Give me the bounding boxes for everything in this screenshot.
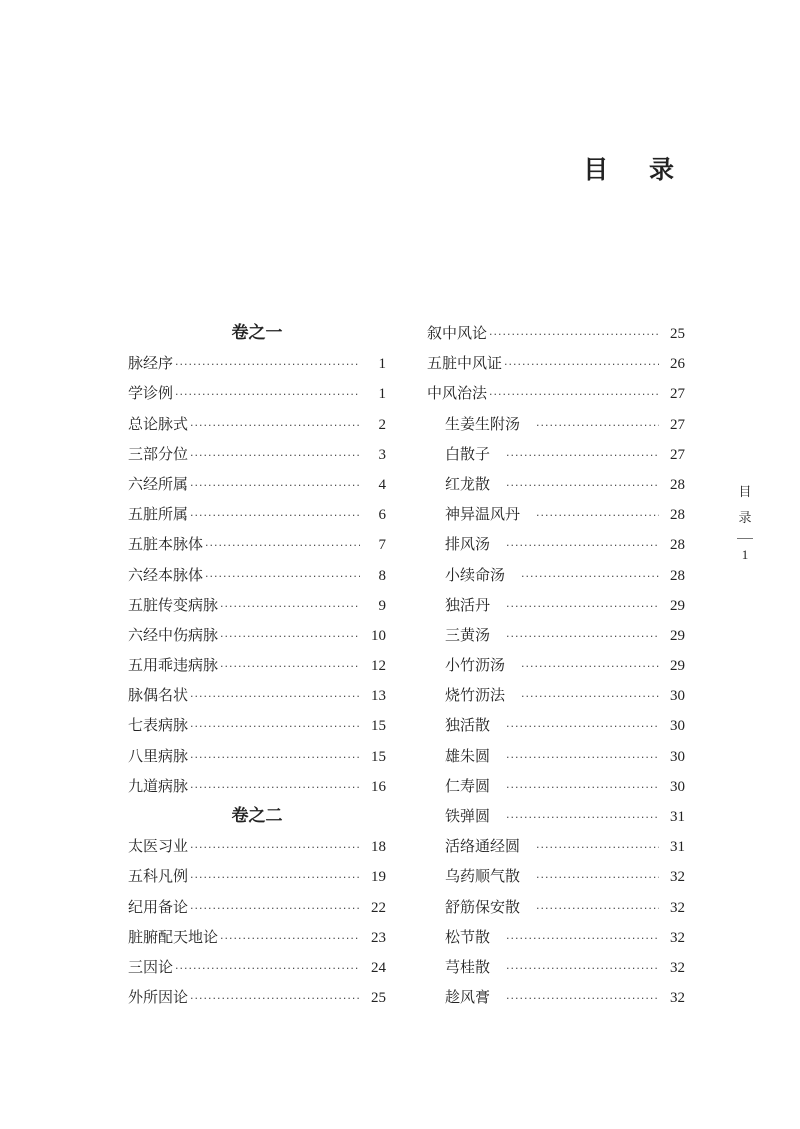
toc-entry-page: 25: [371, 990, 386, 1007]
toc-subentry[interactable]: [427, 620, 685, 650]
toc-entry-page: 28: [670, 537, 685, 554]
dot-leader: [536, 411, 659, 441]
toc-entry-title: 五脏中风证: [427, 354, 503, 373]
toc-entry-title: 五脏所属: [128, 505, 189, 524]
toc-entry-page: 32: [670, 869, 685, 886]
toc-entry-page: 28: [670, 507, 685, 524]
dot-leader: [536, 894, 659, 924]
dot-leader: [506, 712, 659, 742]
side-tab-page-number: 1: [741, 547, 749, 562]
toc-entry-page: 29: [670, 658, 685, 675]
toc-entry[interactable]: [128, 952, 386, 982]
side-tab: [733, 480, 757, 563]
dot-leader: [190, 863, 360, 893]
toc-entry-page: 32: [670, 959, 685, 976]
toc-entry-page: 30: [670, 718, 685, 735]
toc-entry-title: 脉偶名状: [128, 686, 189, 705]
toc-subentry[interactable]: [427, 771, 685, 801]
toc-entry-page: 27: [670, 446, 685, 463]
toc-entry[interactable]: [128, 650, 386, 680]
toc-entry[interactable]: [128, 590, 386, 620]
toc-subentry[interactable]: [427, 469, 685, 499]
toc-entry[interactable]: [128, 831, 386, 861]
toc-entry-title: 小竹沥汤: [445, 656, 506, 675]
volume-heading: 卷之二: [231, 806, 283, 826]
toc-entry-title: 趁风膏: [445, 988, 491, 1007]
dot-leader: [190, 411, 360, 441]
toc-subentry[interactable]: [427, 710, 685, 740]
dot-leader: [506, 471, 659, 501]
dot-leader: [506, 924, 659, 954]
toc-entry-title: 铁弹圆: [445, 807, 491, 825]
toc-entry[interactable]: [128, 469, 386, 499]
dot-leader: [190, 984, 360, 1014]
toc-entry[interactable]: [128, 499, 386, 529]
toc-entry-title: 叙中风论: [427, 324, 488, 342]
toc-entry[interactable]: [128, 560, 386, 590]
toc-entry-page: 29: [670, 627, 685, 644]
toc-entry-page: 27: [670, 416, 685, 433]
toc-entry-title: 总论脉式: [128, 414, 189, 433]
dot-leader: [190, 773, 360, 803]
toc-left-column: [128, 318, 386, 1012]
toc-entry-page: 32: [670, 899, 685, 916]
dot-leader: [175, 350, 360, 380]
toc-entry-title: 五科凡例: [128, 867, 189, 886]
toc-entry-title: 独活丹: [445, 595, 491, 614]
toc-subentry[interactable]: [427, 922, 685, 952]
dot-leader: [506, 622, 659, 652]
toc-entry-page: 30: [670, 688, 685, 705]
dot-leader: [521, 562, 659, 592]
toc-entry-title: 脏腑配天地论: [128, 927, 219, 946]
toc-entry-title: 六经所属: [128, 474, 189, 493]
toc-entry-title: 红龙散: [445, 474, 491, 493]
toc-entry-title: 五用乖违病脉: [128, 656, 219, 675]
toc-entry-title: 外所因论: [128, 988, 189, 1007]
dot-leader: [536, 833, 659, 863]
toc-entry-page: 31: [670, 839, 685, 856]
volume-heading: 卷之一: [231, 323, 283, 343]
toc-entry-title: 太医习业: [128, 837, 189, 856]
toc-entry-title: 雄朱圆: [445, 746, 491, 765]
toc-entry-title: 小续命汤: [445, 565, 506, 584]
toc-subentry[interactable]: [427, 982, 685, 1012]
dot-leader: [506, 984, 659, 1014]
toc-entry-title: 五脏传变病脉: [128, 595, 219, 614]
toc-entry[interactable]: [128, 892, 386, 922]
dot-leader: [190, 894, 360, 924]
toc-entry-page: 30: [670, 748, 685, 765]
toc-entry-title: 神异温风丹: [445, 505, 521, 524]
dot-leader: [175, 954, 360, 984]
dot-leader: [205, 531, 360, 561]
dot-leader: [190, 471, 360, 501]
dot-leader: [220, 924, 360, 954]
toc-entry-title: 学诊例: [128, 384, 174, 403]
toc-entry-title: 烧竹沥法: [445, 686, 506, 705]
toc-entry[interactable]: [427, 378, 685, 408]
toc-entry-page: 7: [378, 537, 386, 554]
toc-entry-page: 27: [670, 386, 685, 403]
dot-leader: [489, 320, 659, 350]
toc-entry-page: 9: [378, 597, 386, 614]
dot-leader: [506, 743, 659, 773]
dot-leader: [506, 803, 659, 833]
toc-entry-page: 13: [371, 688, 386, 705]
toc-entry-title: 三部分位: [128, 444, 189, 463]
dot-leader: [521, 652, 659, 682]
toc-entry[interactable]: [128, 982, 386, 1012]
toc-entry-title: 生姜生附汤: [445, 414, 521, 433]
page-title: 目 录: [583, 155, 690, 184]
toc-entry-page: 6: [378, 507, 386, 524]
toc-entry-page: 32: [670, 990, 685, 1007]
toc-entry[interactable]: [128, 620, 386, 650]
toc-entry-title: 脉经序: [128, 354, 174, 373]
dot-leader: [190, 682, 360, 712]
toc-entry-page: 3: [378, 446, 386, 463]
toc-entry[interactable]: [128, 680, 386, 710]
toc-subentry[interactable]: [427, 560, 685, 590]
toc-entry-title: 三因论: [128, 957, 174, 976]
toc-right-column: [427, 318, 685, 1012]
dot-leader: [205, 562, 360, 592]
toc-entry-page: 15: [371, 718, 386, 735]
toc-entry[interactable]: [128, 439, 386, 469]
side-tab-divider: [737, 538, 753, 539]
dot-leader: [190, 743, 360, 773]
toc-entry-title: 七表病脉: [128, 716, 189, 735]
dot-leader: [536, 501, 659, 531]
toc-entry-page: 8: [378, 567, 386, 584]
dot-leader: [521, 682, 659, 712]
toc-entry[interactable]: [128, 409, 386, 439]
toc-entry[interactable]: [128, 922, 386, 952]
toc-entry[interactable]: [128, 710, 386, 740]
toc-entry[interactable]: [128, 741, 386, 771]
side-tab-char: 录: [738, 511, 752, 526]
toc-entry-title: 九道病脉: [128, 776, 189, 795]
toc-entry-page: 29: [670, 597, 685, 614]
toc-entry-page: 12: [371, 658, 386, 675]
toc-subentry[interactable]: [427, 741, 685, 771]
dot-leader: [220, 622, 360, 652]
dot-leader: [190, 441, 360, 471]
toc-subentry[interactable]: [427, 892, 685, 922]
toc-entry-title: 纪用备论: [128, 897, 189, 916]
toc-entry-title: 白散子: [445, 444, 491, 463]
toc-subentry[interactable]: [427, 590, 685, 620]
toc-subentry[interactable]: [427, 861, 685, 891]
toc-entry-title: 活络通经圆: [445, 837, 521, 856]
toc-entry-page: 10: [371, 627, 386, 644]
dot-leader: [190, 712, 360, 742]
toc-entry-title: 芎桂散: [445, 957, 491, 976]
dot-leader: [506, 773, 659, 803]
toc-subentry[interactable]: [427, 529, 685, 559]
side-tab-char: 目: [738, 485, 752, 500]
toc-entry-page: 32: [670, 929, 685, 946]
toc-subentry[interactable]: [427, 801, 685, 831]
dot-leader: [506, 592, 659, 622]
toc-entry-title: 六经中伤病脉: [128, 625, 219, 644]
toc-entry-title: 乌药顺气散: [445, 867, 521, 886]
toc-entry-page: 25: [670, 326, 685, 342]
dot-leader: [190, 501, 360, 531]
dot-leader: [175, 380, 360, 410]
toc-entry[interactable]: [427, 348, 685, 378]
toc-entry-title: 六经本脉体: [128, 565, 204, 584]
toc-entry-title: 排风汤: [445, 535, 491, 554]
dot-leader: [190, 833, 360, 863]
toc-entry-page: 28: [670, 567, 685, 584]
toc-entry-page: 1: [378, 386, 386, 403]
dot-leader: [536, 863, 659, 893]
toc-entry-page: 2: [378, 416, 386, 433]
dot-leader: [220, 592, 360, 622]
toc-entry-page: 16: [371, 778, 386, 795]
toc-entry[interactable]: [128, 771, 386, 801]
toc-subentry[interactable]: [427, 952, 685, 982]
toc-entry-page: 18: [371, 839, 386, 856]
toc-entry-title: 独活散: [445, 716, 491, 735]
toc-entry-title: 仁寿圆: [445, 776, 491, 795]
dot-leader: [506, 441, 659, 471]
toc-entry-page: 15: [371, 748, 386, 765]
toc-subentry[interactable]: [427, 409, 685, 439]
toc-entry[interactable]: [128, 529, 386, 559]
toc-entry-page: 23: [371, 929, 386, 946]
dot-leader: [220, 652, 360, 682]
toc-entry-page: 22: [371, 899, 386, 916]
toc-subentry[interactable]: [427, 650, 685, 680]
toc-subentry[interactable]: [427, 680, 685, 710]
dot-leader: [489, 380, 659, 410]
toc-subentry[interactable]: [427, 499, 685, 529]
toc-entry-title: 舒筋保安散: [445, 897, 521, 916]
toc-entry[interactable]: [128, 861, 386, 891]
toc-entry[interactable]: [128, 378, 386, 408]
toc-subentry[interactable]: [427, 439, 685, 469]
toc-entry-title: 五脏本脉体: [128, 535, 204, 554]
toc-entry-page: 24: [371, 959, 386, 976]
toc-entry-page: 19: [371, 869, 386, 886]
dot-leader: [504, 350, 659, 380]
toc-subentry[interactable]: [427, 831, 685, 861]
toc-entry[interactable]: [427, 318, 685, 348]
toc-entry-title: 三黄汤: [445, 625, 491, 644]
dot-leader: [506, 531, 659, 561]
toc-entry-page: 31: [670, 809, 685, 825]
toc-entry-page: 4: [378, 476, 386, 493]
toc-entry-page: 1: [378, 356, 386, 373]
toc-entry-page: 28: [670, 476, 685, 493]
toc-entry-page: 30: [670, 778, 685, 795]
toc-entry-title: 松节散: [445, 927, 491, 946]
toc-entry[interactable]: [128, 348, 386, 378]
dot-leader: [506, 954, 659, 984]
toc-entry-title: 中风治法: [427, 384, 488, 403]
toc-entry-title: 八里病脉: [128, 746, 189, 765]
toc-entry-page: 26: [670, 356, 685, 373]
